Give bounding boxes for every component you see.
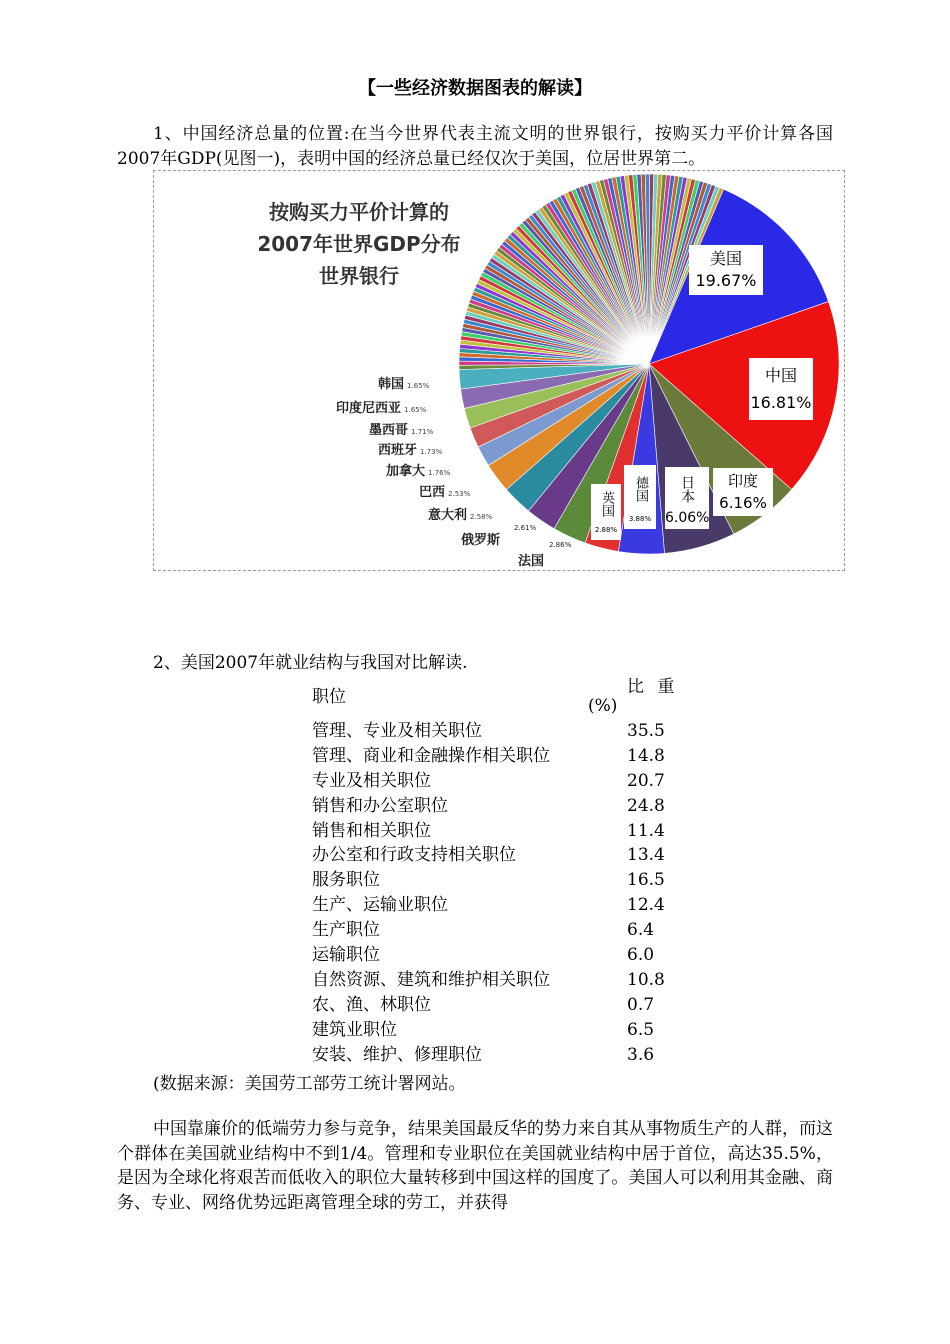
table-row — [312, 744, 712, 769]
slice-value: 6.06% — [665, 510, 710, 526]
gdp-pie-figure — [153, 170, 845, 571]
slice-name: 加拿大 — [386, 464, 426, 479]
job-weight: 10.8 — [627, 969, 665, 990]
job-name: 生产、运输业职位 — [312, 895, 448, 916]
slice-label-brazil — [419, 481, 470, 500]
slice-name: 中国 — [764, 366, 797, 385]
slice-name: 印度尼西亚 — [336, 401, 402, 416]
table-row — [312, 843, 712, 868]
job-name: 服务职位 — [312, 870, 380, 891]
slice-name: 韩国 — [378, 377, 405, 392]
job-name: 安装、维护、修理职位 — [312, 1044, 482, 1065]
slice-label-russia — [461, 529, 500, 548]
job-name: 销售和相关职位 — [312, 820, 431, 841]
job-weight: 6.4 — [627, 920, 655, 941]
slice-label-indonesia — [336, 397, 426, 416]
slice-value: 16.81% — [750, 393, 812, 412]
table-row — [312, 993, 712, 1018]
slice-name: 俄罗斯 — [461, 533, 501, 548]
chart-title-line: 按购买力平价计算的 — [269, 200, 449, 224]
slice-name: 墨西哥 — [369, 423, 409, 438]
section2-heading: 2、美国2007年就业结构与我国对比解读. — [153, 653, 468, 673]
slice-label-india — [713, 468, 773, 516]
job-weight: 24.8 — [627, 795, 665, 816]
slice-value: 1.65% — [407, 382, 430, 390]
table-row — [312, 968, 712, 993]
table-row — [312, 943, 712, 968]
slice-label-canada — [386, 460, 450, 479]
section3-paragraph: 中国靠廉价的低端劳力参与竞争，结果美国最反华的势力来自其从事物质生产的人群，而这个群体在美国就业结构中不到1/4。管理和专业职位在美国就业结构中居于首位，高达35.5%，是因为全球化将艰苦而低收入的职位大量转移到中国这样的国度了。美国人可以利用其金融、商务、专业、网络优势远距离管理全球的劳工，并获得 — [117, 1119, 833, 1213]
job-weight: 6.5 — [627, 1019, 655, 1040]
slice-value: 6.16% — [719, 494, 767, 512]
page-title: 【一些经济数据图表的解读】 — [358, 78, 592, 99]
chart-title-line: 2007年世界GDP分布 — [257, 232, 461, 256]
slice-value: 1.73% — [420, 448, 443, 456]
job-weight: 13.4 — [627, 845, 665, 866]
job-weight: 11.4 — [627, 820, 665, 841]
slice-name: 美国 — [709, 249, 742, 268]
slice-name: 巴西 — [419, 485, 446, 500]
slice-label-mexico — [369, 419, 433, 438]
section1-paragraph: 1、中国经济总量的位置:在当今世界代表主流文明的世界银行，按购买力平价计算各国2007年GDP(见图一)，表明中国的经济总量已经仅次于美国，位居世界第二。 — [117, 124, 833, 169]
job-name: 专业及相关职位 — [312, 770, 431, 791]
slice-name: 意大利 — [428, 508, 468, 523]
job-weight: 0.7 — [627, 994, 655, 1015]
table-row — [312, 918, 712, 943]
table-row — [312, 1018, 712, 1043]
column-header-unit: (%) — [588, 696, 618, 716]
job-weight: 6.0 — [627, 945, 655, 966]
table-row — [312, 819, 712, 844]
table-row — [312, 893, 712, 918]
slice-value: 19.67% — [695, 271, 757, 290]
job-weight: 16.5 — [627, 870, 665, 891]
slice-value: 2.58% — [470, 513, 493, 521]
job-name: 销售和办公室职位 — [312, 795, 448, 816]
slice-value: 2.53% — [448, 490, 471, 498]
slice-name: 日本 — [679, 475, 695, 503]
slice-label-usa — [689, 245, 763, 295]
table-row — [312, 868, 712, 893]
slice-name: 法国 — [518, 554, 545, 569]
job-name: 生产职位 — [312, 920, 380, 941]
slice-label-uk — [591, 484, 621, 540]
job-name: 建筑业职位 — [312, 1019, 397, 1040]
job-name: 运输职位 — [312, 945, 380, 966]
chart-title-line: 世界银行 — [319, 264, 399, 288]
slice-label-spain — [378, 439, 442, 458]
job-name: 管理、专业及相关职位 — [312, 721, 482, 741]
column-header-job: 职位 — [312, 687, 346, 707]
slice-value-france: 2.86% — [549, 541, 572, 549]
slice-name: 印度 — [727, 472, 758, 490]
table-row — [312, 1043, 712, 1068]
slice-value: 1.65% — [404, 406, 427, 414]
table-body — [312, 719, 712, 1067]
table-row — [312, 794, 712, 819]
slice-label-italy — [428, 504, 492, 523]
slice-name: 德国 — [633, 476, 648, 502]
slice-label-korea — [378, 373, 429, 392]
job-name: 农、渔、林职位 — [312, 994, 431, 1015]
slice-value-russia: 2.61% — [514, 524, 537, 532]
job-name: 管理、商业和金融操作相关职位 — [312, 745, 550, 766]
data-source-note: (数据来源：美国劳工部劳工统计署网站。 — [153, 1074, 466, 1094]
job-weight: 3.6 — [627, 1044, 655, 1065]
slice-value: 3.88% — [628, 515, 652, 523]
slice-label-japan — [665, 467, 709, 529]
slice-value: 1.76% — [428, 469, 451, 477]
job-weight: 35.5 — [627, 721, 665, 741]
slice-label-france — [518, 550, 544, 569]
job-name: 办公室和行政支持相关职位 — [312, 845, 516, 866]
slice-name: 英国 — [599, 491, 614, 517]
column-header-weight: 比 重 — [627, 677, 679, 697]
job-weight: 12.4 — [627, 895, 665, 916]
slice-name: 西班牙 — [378, 443, 418, 458]
job-weight: 20.7 — [627, 770, 665, 791]
slice-label-china — [749, 358, 813, 420]
slice-label-germany — [624, 465, 656, 529]
table-row — [312, 769, 712, 794]
slice-value: 2.88% — [594, 526, 618, 534]
job-weight: 14.8 — [627, 745, 665, 766]
job-name: 自然资源、建筑和维护相关职位 — [312, 969, 550, 990]
slice-value: 1.71% — [411, 428, 434, 436]
table-row — [312, 719, 712, 744]
